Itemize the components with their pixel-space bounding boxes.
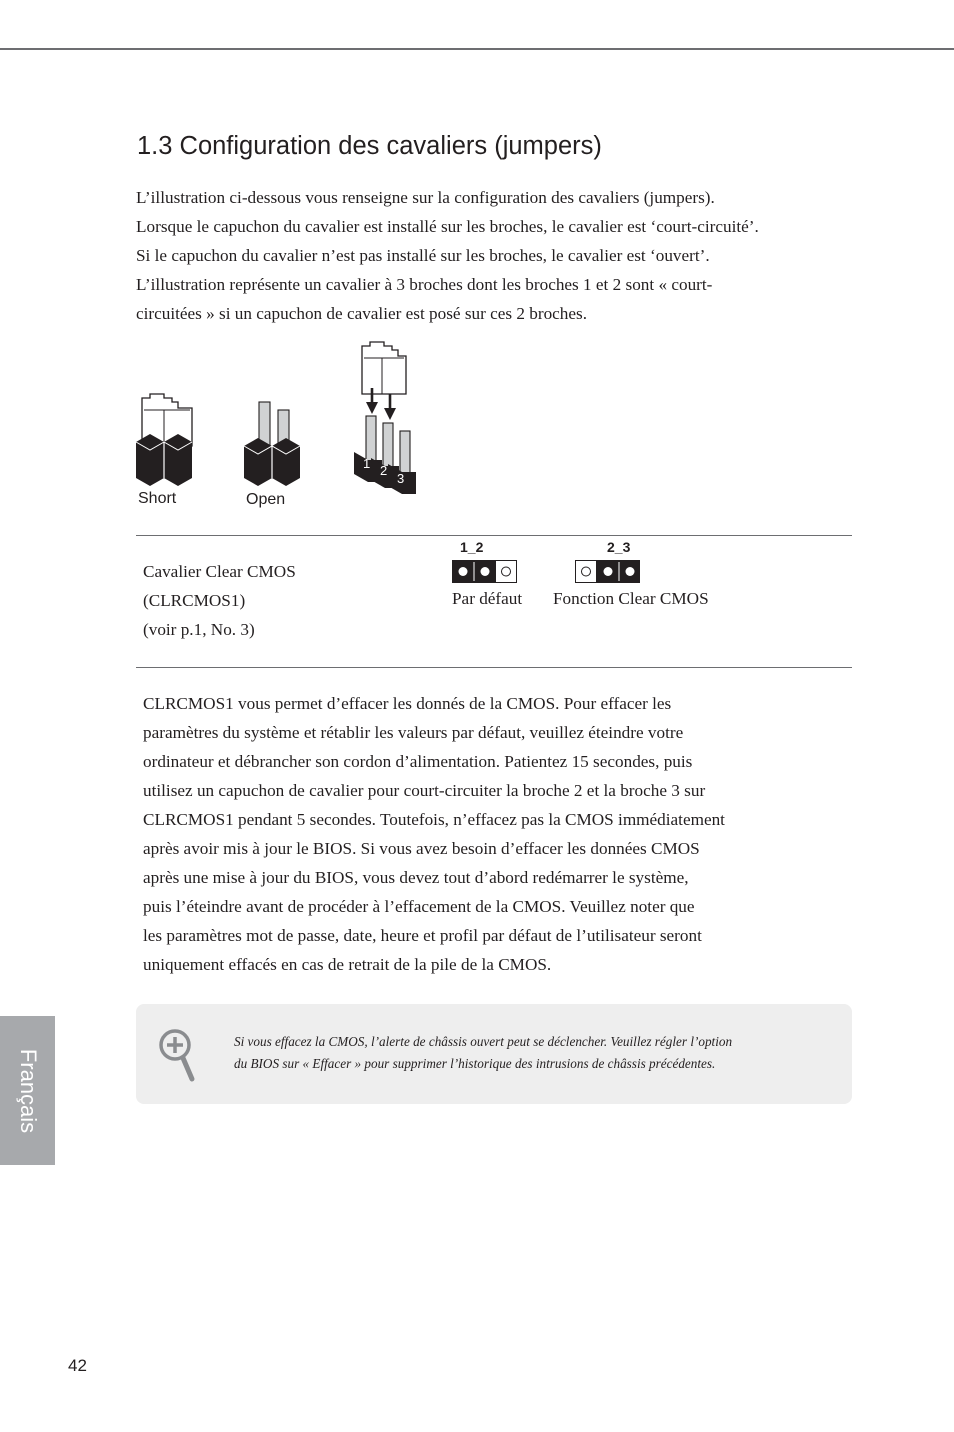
body-line: CLRCMOS1 vous permet d’effacer les donnés de la CMOS. Pour effacer les <box>143 694 672 713</box>
jumper-name-line: (CLRCMOS1) <box>143 591 246 610</box>
jumper-name-line: Cavalier Clear CMOS <box>143 562 296 581</box>
jumper-illustration <box>130 338 430 518</box>
body-line: ordinateur et débrancher son cordon d’alimentation. Patientez 15 secondes, puis <box>143 752 693 771</box>
default-jumper-diagram <box>452 560 518 584</box>
body-line: puis l’éteindre avant de procéder à l’effacement de la CMOS. Veuillez noter que <box>143 897 695 916</box>
pin-number-1: 1 <box>363 456 371 471</box>
clear-pins-label: 2_3 <box>607 539 631 555</box>
open-label: Open <box>246 491 286 508</box>
intro-line: Si le capuchon du cavalier n’est pas installé sur les broches, le cavalier est ‘ouvert’. <box>136 246 710 265</box>
pin-3 <box>502 567 511 576</box>
body-line: après avoir mis à jour le BIOS. Si vous avez besoin d’effacer les données CMOS <box>143 839 700 858</box>
pin-2 <box>604 567 613 576</box>
clear-caption: Fonction Clear CMOS <box>553 589 709 608</box>
top-rule <box>0 48 954 50</box>
jumper-name-cell <box>143 557 296 644</box>
clear-cmos-jumper-diagram <box>575 560 641 584</box>
pin-number-2: 2 <box>380 463 388 478</box>
note-line: du BIOS sur « Effacer » pour supprimer l’historique des intrusions de châssis précédentes. <box>234 1056 716 1071</box>
body-line: les paramètres mot de passe, date, heure et profil par défaut de l’utilisateur seront <box>143 926 702 945</box>
pin-3 <box>626 567 635 576</box>
open-jumper-graphic <box>244 402 300 486</box>
table-top-rule <box>136 535 852 536</box>
intro-line: circuitées » si un capuchon de cavalier est posé sur ces 2 broches. <box>136 304 588 323</box>
language-side-tab <box>0 1016 55 1165</box>
table-bottom-rule <box>136 667 852 668</box>
pin-2 <box>481 567 490 576</box>
body-line: utilisez un capuchon de cavalier pour court-circuiter la broche 2 et la broche 3 sur <box>143 781 706 800</box>
default-pins-label: 1_2 <box>460 539 484 555</box>
pin-1 <box>459 567 468 576</box>
section-title: 1.3 Configuration des cavaliers (jumpers) <box>137 132 602 160</box>
clrcmos-description <box>143 689 725 979</box>
short-jumper-graphic <box>136 394 192 486</box>
intro-line: L’illustration représente un cavalier à 3 broches dont les broches 1 et 2 sont « court- <box>136 275 713 294</box>
intro-line: Lorsque le capuchon du cavalier est installé sur les broches, le cavalier est ‘court-circuité’. <box>136 217 759 236</box>
pin-1 <box>582 567 591 576</box>
note-box <box>136 1004 852 1104</box>
intro-line: L’illustration ci-dessous vous renseigne sur la configuration des cavaliers (jumpers). <box>136 188 715 207</box>
page-number: 42 <box>68 1356 87 1375</box>
jumper-name-line: (voir p.1, No. 3) <box>143 620 255 639</box>
pin-number-3: 3 <box>397 471 405 486</box>
short-label: Short <box>138 490 177 507</box>
body-line: uniquement effacés en cas de retrait de la pile de la CMOS. <box>143 955 552 974</box>
language-tab-label: Français <box>15 1048 41 1133</box>
magnifier-plus-icon <box>158 1028 198 1084</box>
note-text <box>234 1031 732 1075</box>
default-caption: Par défaut <box>452 589 523 608</box>
body-line: après une mise à jour du BIOS, vous devez tout d’abord redémarrer le système, <box>143 868 689 887</box>
note-line: Si vous effacez la CMOS, l’alerte de châssis ouvert peut se déclencher. Veuillez régler l’option <box>234 1034 733 1049</box>
body-line: paramètres du système et rétablir les valeurs par défaut, veuillez éteindre votre <box>143 723 684 742</box>
intro-paragraph <box>136 183 759 328</box>
body-line: CLRCMOS1 pendant 5 secondes. Toutefois, n’effacez pas la CMOS immédiatement <box>143 810 725 829</box>
